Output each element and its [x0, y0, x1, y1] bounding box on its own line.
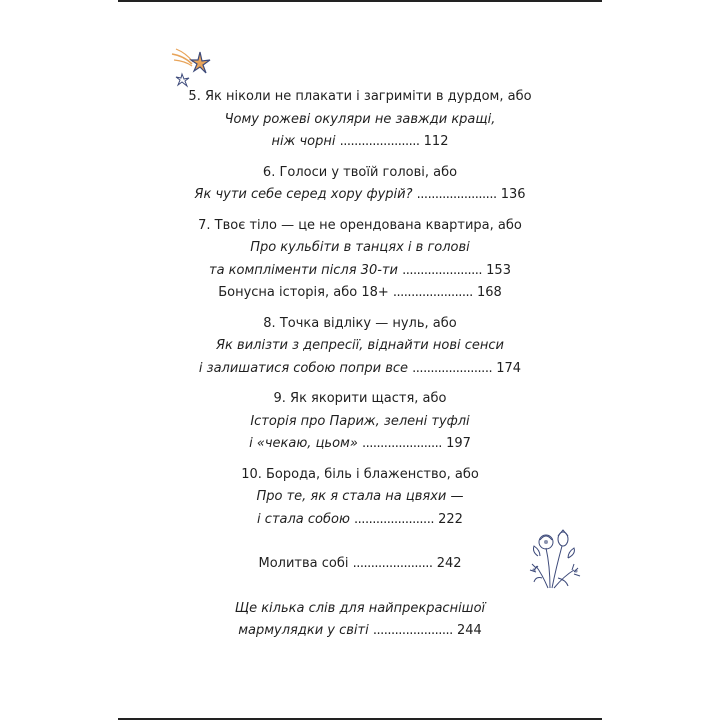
- toc-page-number: 136: [500, 187, 526, 202]
- toc-line: [118, 388, 602, 411]
- toc-leader-dots: ......................: [412, 360, 493, 376]
- toc-line-text: Як чути себе серед хору фурій?: [194, 187, 413, 202]
- toc-line: [118, 411, 602, 434]
- toc-page-number: 197: [446, 436, 471, 451]
- toc-page-number: 168: [476, 285, 502, 300]
- toc-line: [118, 598, 602, 621]
- toc-line: [118, 260, 602, 283]
- toc-line-text: 8. Точка відліку — нуль, або: [263, 315, 457, 331]
- toc-line-text: Як вилізти з депресії, віднайти нові сенси: [216, 338, 504, 353]
- toc-entry: [118, 388, 602, 456]
- toc-leader-dots: ......................: [392, 285, 473, 300]
- toc-line-text: Про те, як я стала на цвяхи —: [256, 489, 464, 504]
- toc-line: [118, 162, 602, 185]
- toc-line: [118, 131, 602, 154]
- toc-line-text: і залишатися собою попри все: [198, 360, 409, 376]
- toc-entry: [118, 313, 602, 381]
- toc-entry: [118, 215, 602, 305]
- toc-line-text: і «чекаю, цьом»: [249, 436, 358, 451]
- toc-page-number: 153: [486, 262, 511, 278]
- page-top-edge: [118, 0, 602, 2]
- toc-leader-dots: ......................: [416, 187, 497, 202]
- toc-line: [118, 553, 602, 576]
- toc-line: [118, 620, 602, 643]
- toc-leader-dots: ......................: [402, 262, 483, 278]
- toc-line: [118, 109, 602, 132]
- toc-line-text: та компліменти після 30-ти: [209, 262, 398, 278]
- toc-entry: [118, 86, 602, 154]
- toc-line-text: Історія про Париж, зелені туфлі: [250, 413, 470, 429]
- toc-line: [118, 184, 602, 207]
- toc-leader-dots: ......................: [354, 511, 434, 527]
- toc-line: [118, 313, 602, 336]
- toc-page-number: 174: [496, 360, 522, 376]
- toc-line-text: ніж чорні: [271, 134, 336, 149]
- toc-leader-dots: ......................: [362, 436, 442, 451]
- toc-page-number: 242: [436, 556, 462, 571]
- toc-entry: [118, 553, 602, 576]
- toc-line-text: 9. Як якорити щастя, або: [273, 391, 447, 406]
- toc-line: [118, 215, 602, 238]
- toc-line: [118, 486, 602, 509]
- toc-line-text: Чому рожеві окуляри не завжди кращі,: [224, 111, 496, 127]
- toc-line-text: Про кульбіти в танцях і в голові: [250, 240, 470, 255]
- toc-leader-dots: ......................: [352, 556, 433, 571]
- toc-line-text: 10. Борода, біль і блаженство, або: [241, 466, 479, 482]
- toc-entry: [118, 598, 602, 643]
- toc-line: [118, 433, 602, 456]
- toc-line: [118, 335, 602, 358]
- toc-page-number: 222: [438, 511, 463, 527]
- toc-line: [118, 86, 602, 109]
- toc-leader-dots: ......................: [372, 623, 453, 638]
- toc-line-text: 5. Як ніколи не плакати і загриміти в дурдом, або: [188, 89, 532, 104]
- toc-line-text: Ще кілька слів для найпрекраснішої: [234, 600, 486, 616]
- toc-entry: [118, 162, 602, 207]
- toc-line: [118, 358, 602, 381]
- table-of-contents: [118, 86, 602, 651]
- shooting-star-icon: [170, 46, 214, 88]
- toc-line: [118, 464, 602, 487]
- toc-line-text: мармулядки у світі: [238, 623, 369, 638]
- toc-entry: [118, 464, 602, 532]
- toc-line-text: Бонусна історія, або 18+: [218, 285, 389, 300]
- toc-line-text: 6. Голоси у твоїй голові, або: [262, 164, 458, 180]
- toc-line-text: і стала собою: [257, 511, 350, 527]
- toc-page-number: 112: [423, 134, 449, 149]
- toc-line: [118, 509, 602, 532]
- toc-page-number: 244: [456, 623, 482, 638]
- toc-leader-dots: ......................: [339, 134, 420, 149]
- toc-line-text: Молитва собі: [258, 556, 349, 571]
- toc-line: [118, 237, 602, 260]
- toc-line-text: 7. Твоє тіло — це не орендована квартира, або: [198, 217, 522, 233]
- toc-line: [118, 282, 602, 305]
